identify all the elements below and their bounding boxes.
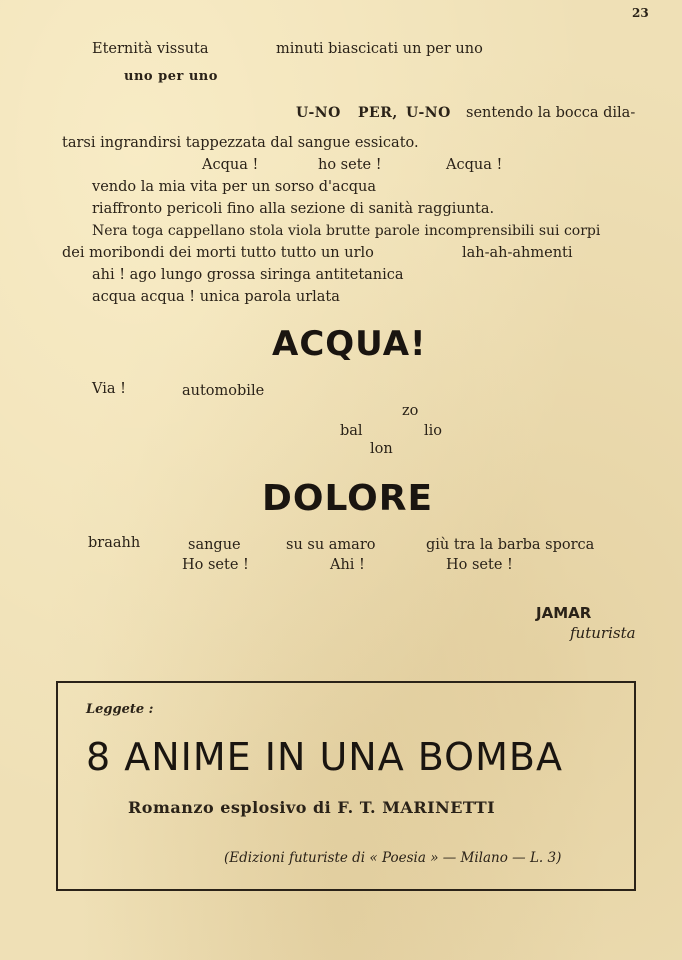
author-name: JAMAR bbox=[536, 604, 592, 622]
poem-word: giù tra la barba sporca bbox=[426, 537, 595, 553]
poem-line: dei moribondi dei morti tutto tutto un urlo bbox=[62, 245, 374, 261]
poem-line: ahi ! ago lungo grossa siringa antitetanica bbox=[92, 267, 404, 283]
poem-syllable: lio bbox=[424, 423, 443, 439]
poem-word: Ho sete ! bbox=[182, 557, 249, 573]
poem-line: vendo la mia vita per un sorso d'acqua bbox=[92, 179, 377, 195]
page-number: 23 bbox=[632, 6, 649, 20]
poem-line: Nera toga cappellano stola viola brutte parole incomprensibili sui corpi bbox=[92, 223, 601, 239]
poem-word: Acqua ! bbox=[446, 157, 503, 173]
poem-word: Acqua ! bbox=[202, 157, 259, 173]
poem-word: Ahi ! bbox=[330, 557, 365, 573]
poem-word-bold: U-NO bbox=[296, 105, 341, 121]
poem-word-bold: U-NO bbox=[406, 105, 451, 121]
poem-word: braahh bbox=[88, 535, 141, 551]
poem-line: acqua acqua ! unica parola urlata bbox=[92, 289, 340, 305]
advertisement-box bbox=[56, 681, 636, 891]
poem-word: ho sete ! bbox=[318, 157, 382, 173]
poem-line: sentendo la bocca dila- bbox=[466, 105, 636, 121]
ad-subtitle: Romanzo esplosivo di F. T. MARINETTI bbox=[128, 798, 496, 817]
poem-syllable: zo bbox=[402, 403, 419, 419]
poem-word: Via ! bbox=[92, 381, 126, 397]
poem-syllable: lon bbox=[370, 441, 393, 457]
ad-publisher: (Edizioni futuriste di « Poesia » — Milano — L. 3) bbox=[224, 850, 562, 866]
poem-word: su su amaro bbox=[286, 537, 376, 553]
poem-line: minuti biascicati un per uno bbox=[276, 41, 483, 57]
poem-word: sangue bbox=[188, 537, 241, 553]
poem-word: automobile bbox=[182, 383, 265, 399]
poem-line: riaffronto pericoli fino alla sezione di sanità raggiunta. bbox=[92, 201, 495, 217]
ad-leggete: Leggete : bbox=[86, 702, 154, 717]
poem-word-bold: PER, bbox=[358, 105, 398, 121]
poem-line-bold: uno per uno bbox=[124, 69, 218, 84]
ad-book-title: 8 ANIME IN UNA BOMBA bbox=[86, 735, 563, 779]
dolore-heading: DOLORE bbox=[262, 478, 434, 519]
acqua-heading: ACQUA! bbox=[272, 324, 427, 364]
poem-word: Ho sete ! bbox=[446, 557, 513, 573]
poem-word: lah-ah-ahmenti bbox=[462, 245, 573, 261]
poem-line: tarsi ingrandirsi tappezzata dal sangue essicato. bbox=[62, 135, 419, 151]
author-subtitle: futurista bbox=[570, 624, 636, 642]
poem-line: Eternità vissuta bbox=[92, 41, 209, 57]
poem-syllable: bal bbox=[340, 423, 363, 439]
